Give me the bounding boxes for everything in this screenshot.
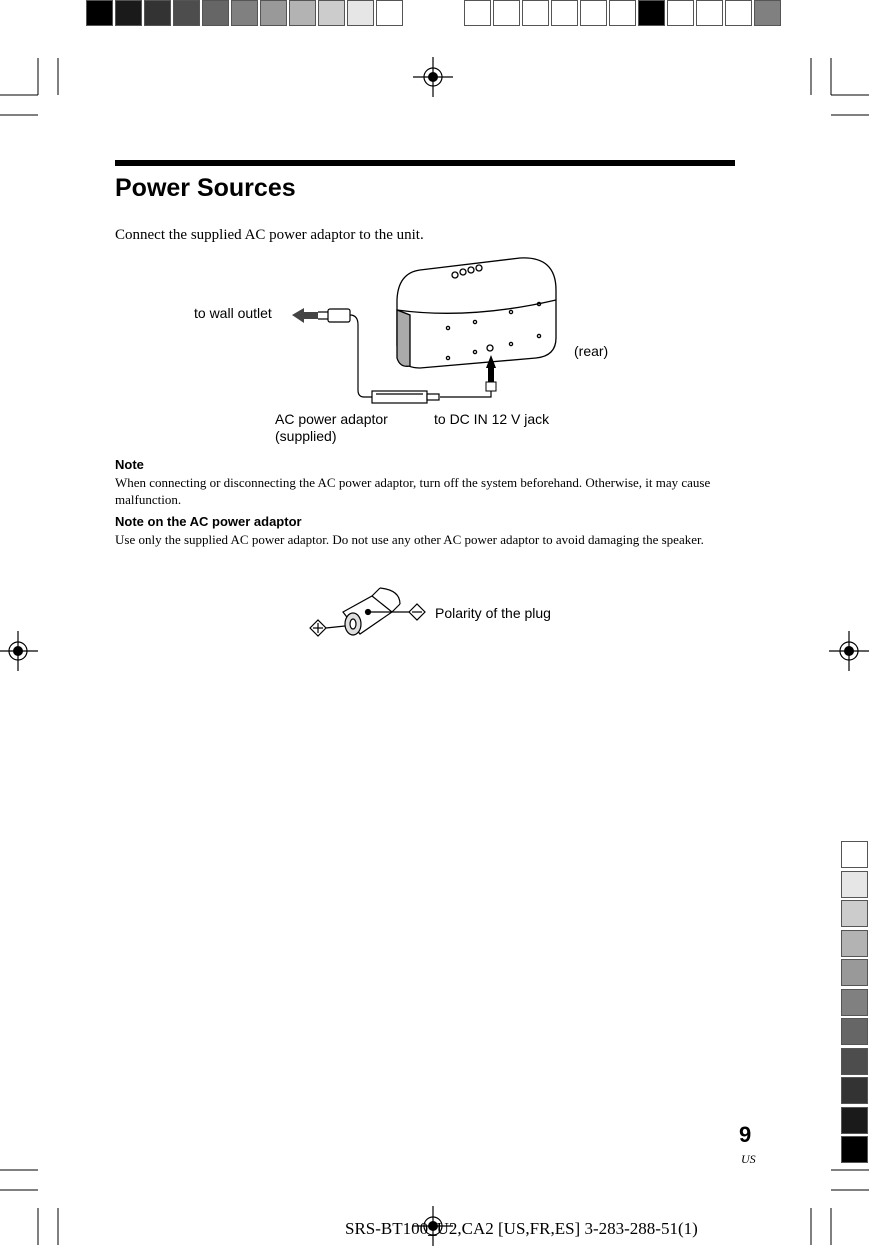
label-rear: (rear) [574, 343, 609, 359]
label-ac-adaptor: AC power adaptor [275, 411, 388, 427]
page-language: US [741, 1152, 756, 1166]
label-polarity: Polarity of the plug [435, 605, 551, 621]
page-title: Power Sources [115, 174, 296, 202]
label-dc-jack: to DC IN 12 V jack [434, 411, 550, 427]
page-number: 9 [739, 1122, 752, 1147]
note-text: When connecting or disconnecting the AC power adaptor, turn off the system beforehand. Otherwise, it may cause malfunction. [115, 475, 711, 507]
note-heading: Note [115, 457, 144, 472]
print-footer: SRS-BT100_U2,CA2 [US,FR,ES] 3-283-288-51(1) [345, 1219, 698, 1238]
note-adaptor-text: Use only the supplied AC power adaptor. Do not use any other AC power adaptor to avoid damaging the speaker. [115, 532, 704, 547]
note-adaptor-heading: Note on the AC power adaptor [115, 514, 302, 529]
label-supplied: (supplied) [275, 428, 337, 444]
label-wall-outlet: to wall outlet [194, 305, 272, 321]
intro-text: Connect the supplied AC power adaptor to the unit. [115, 227, 424, 243]
